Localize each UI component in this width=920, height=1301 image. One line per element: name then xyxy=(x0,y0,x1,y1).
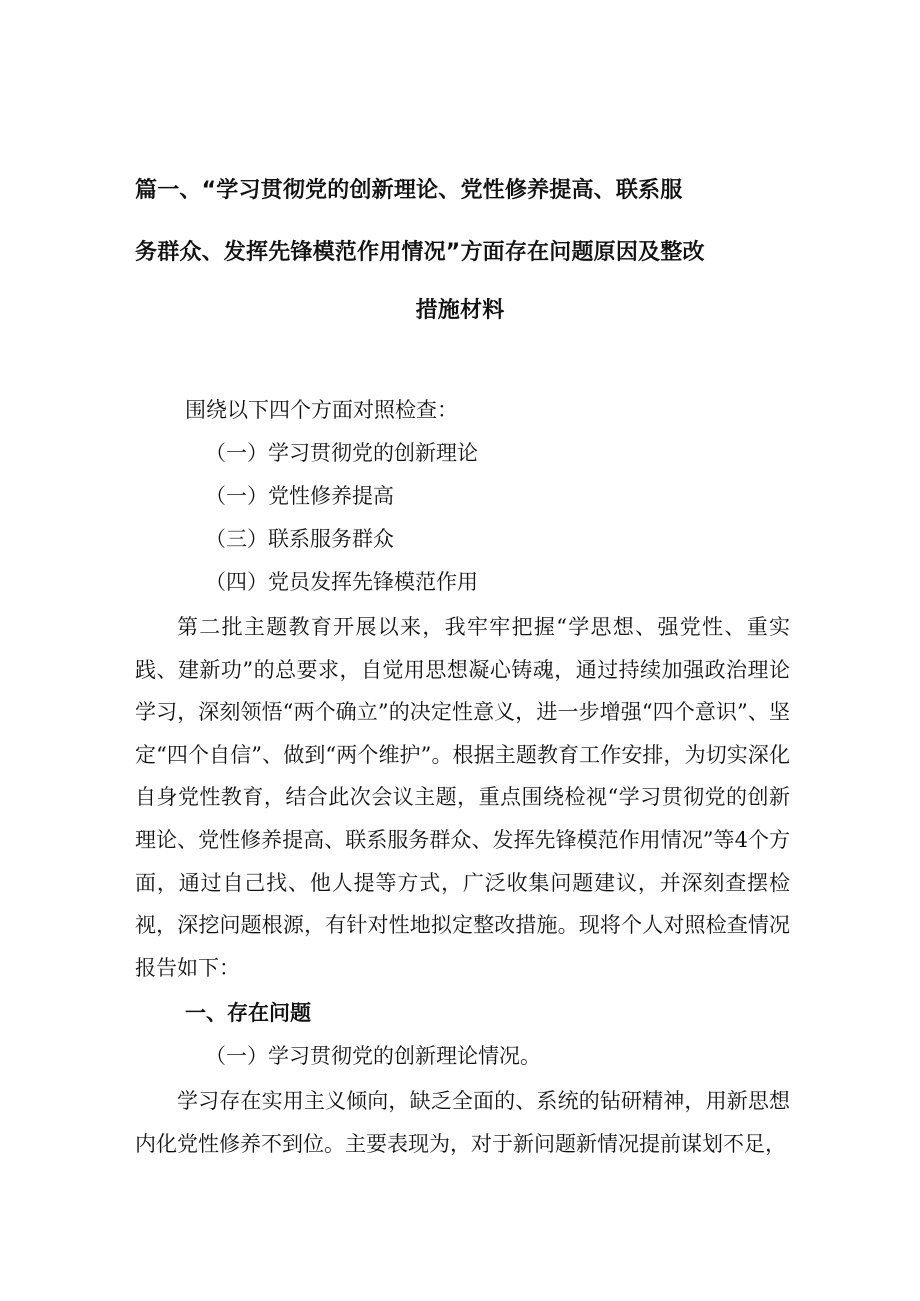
body-paragraph-1: 第二批主题教育开展以来，我牢牢把握“学思想、强党性、重实践、建新功”的总要求，自觉用思想凝心铸魂，通过持续加强政治理论学习，深刻领悟“两个确立”的决定性意义，进一步增强“四个意识”、坚定“四个自信”、做到“两个维护”。根据主题教育工作安排，为切实深化自身党性教育，结合此次会议主题，重点围绕检视“学习贯彻党的创新理论、党性修养提高、联系服务群众、发挥先锋模范作用情况”等4个方面，通过自己找、他人提等方式，广泛收集问题建议，并深刻查摆检视，深挖问题根源，有针对性地拟定整改措施。现将个人对照检查情况报告如下： xyxy=(135,615,790,980)
checklist-item-4: （四）党员发挥先锋模范作用 xyxy=(205,570,478,594)
section-heading-problems: 一、存在问题 xyxy=(185,1001,311,1025)
checklist-item-1: （一）学习贯彻党的创新理论 xyxy=(205,441,478,465)
checklist-item-3: （三）联系服务群众 xyxy=(205,527,394,551)
intro-text: 围绕以下四个方面对照检查： xyxy=(185,398,458,422)
document-title-line-2: 务群众、发挥先锋模范作用情况”方面存在问题原因及整改 xyxy=(135,240,705,265)
document-title-line-3-text: 措施材料 xyxy=(415,298,505,323)
document-title-line-3 xyxy=(0,296,920,326)
subsection-heading-theory: （一）学习贯彻党的创新理论情况。 xyxy=(205,1044,541,1068)
body-paragraph-2: 学习存在实用主义倾向，缺乏全面的、系统的钻研精神，用新思想内化党性修养不到位。主要表现为，对于新问题新情况提前谋划不足， xyxy=(135,1089,790,1156)
document-title-line-1: 篇一、“学习贯彻党的创新理论、党性修养提高、联系服 xyxy=(135,178,683,203)
checklist-item-2: （一）党性修养提高 xyxy=(205,484,394,508)
